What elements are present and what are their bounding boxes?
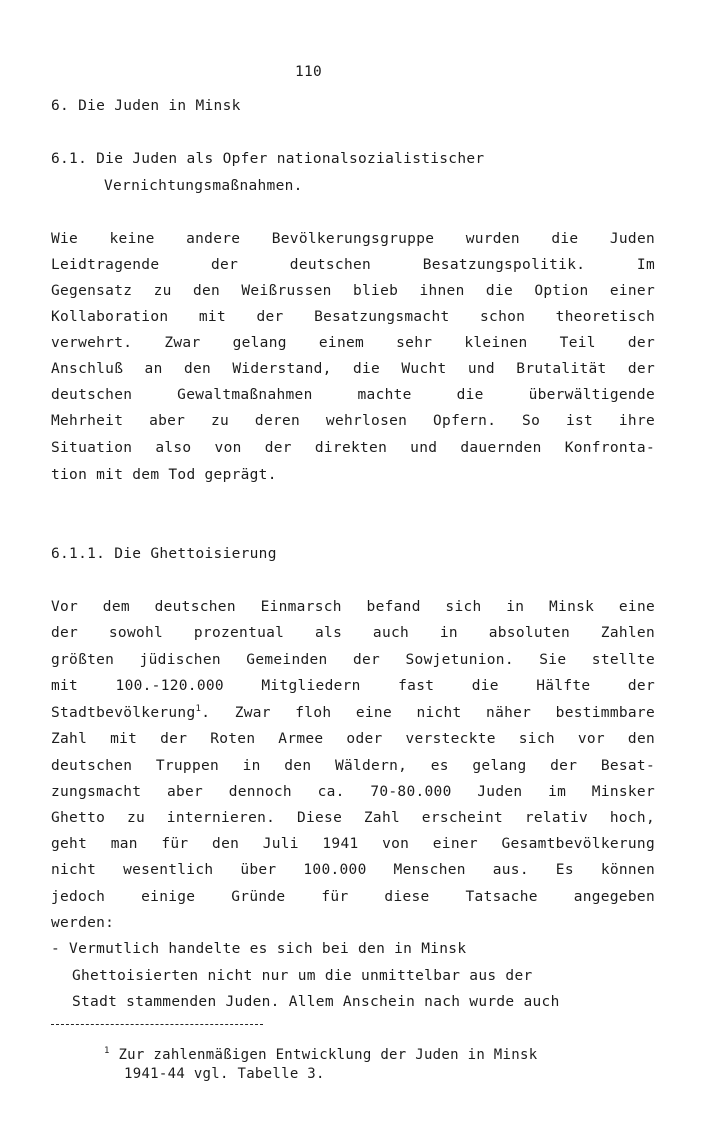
paragraph-2-line: Ghetto zu internieren. Diese Zahl erscheint relativ hoch, (51, 810, 655, 826)
section-heading-line-2: Vernichtungsmaßnahmen. (104, 178, 303, 194)
footnote-separator (51, 1024, 263, 1025)
bullet-item-line-2: Ghettoisierten nicht nur um die unmittelbar aus der (72, 968, 533, 984)
bullet-item-line-1: - Vermutlich handelte es sich bei den in Minsk (51, 941, 467, 957)
paragraph-1-line: verwehrt. Zwar gelang einem sehr kleinen Teil der (51, 335, 655, 351)
paragraph-2-line: werden: (51, 915, 115, 931)
chapter-heading: 6. Die Juden in Minsk (51, 98, 241, 114)
footnote-line-2: 1941-44 vgl. Tabelle 3. (124, 1066, 325, 1082)
paragraph-1-line: deutschen Gewaltmaßnahmen machte die überwältigende (51, 387, 655, 403)
paragraph-2-line: Zahl mit der Roten Armee oder versteckte sich vor den (51, 731, 655, 747)
paragraph-2-line: Vor dem deutschen Einmarsch befand sich in Minsk eine (51, 599, 655, 615)
paragraph-2-line: geht man für den Juli 1941 von einer Gesamtbevölkerung (51, 836, 655, 852)
paragraph-2-line: der sowohl prozentual als auch in absoluten Zahlen (51, 625, 655, 641)
footnote-line-1 (104, 1046, 537, 1064)
bullet-item-line-3: Stadt stammenden Juden. Allem Anschein nach wurde auch (72, 994, 560, 1010)
paragraph-2-line: jedoch einige Gründe für diese Tatsache angegeben (51, 889, 655, 905)
paragraph-1-line: Wie keine andere Bevölkerungsgruppe wurden die Juden (51, 231, 655, 247)
footnote-text: Zur zahlenmäßigen Entwicklung der Juden in Minsk (118, 1047, 538, 1063)
paragraph-2-line: größten jüdischen Gemeinden der Sowjetunion. Sie stellte (51, 652, 655, 668)
paragraph-1-line: tion mit dem Tod geprägt. (51, 467, 277, 483)
paragraph-1-line: Situation also von der direkten und dauernden Konfronta- (51, 440, 655, 456)
paragraph-2-text: Stadtbevölkerung (51, 705, 196, 721)
paragraph-1-line: Kollaboration mit der Besatzungsmacht schon theoretisch (51, 309, 655, 325)
paragraph-2-line-with-footnote-ref (51, 704, 655, 722)
subsection-heading: 6.1.1. Die Ghettoisierung (51, 546, 277, 562)
paragraph-2-line: deutschen Truppen in den Wäldern, es gelang der Besat- (51, 758, 655, 774)
paragraph-2-line: zungsmacht aber dennoch ca. 70-80.000 Juden im Minsker (51, 784, 655, 800)
page-number: 110 (295, 64, 323, 80)
paragraph-2-line: nicht wesentlich über 100.000 Menschen aus. Es können (51, 862, 655, 878)
section-heading-line-1: 6.1. Die Juden als Opfer nationalsozialistischer (51, 151, 485, 167)
footnote-reference: 1 (195, 704, 202, 714)
paragraph-1-line: Gegensatz zu den Weißrussen blieb ihnen die Option einer (51, 283, 655, 299)
paragraph-1-line: Mehrheit aber zu deren wehrlosen Opfern. So ist ihre (51, 413, 655, 429)
paragraph-2-line: mit 100.-120.000 Mitgliedern fast die Hälfte der (51, 678, 655, 694)
footnote-marker: 1 (104, 1046, 110, 1056)
paragraph-2-text: . Zwar floh eine nicht näher bestimmbare (201, 705, 655, 721)
paragraph-1-line: Leidtragende der deutschen Besatzungspolitik. Im (51, 257, 655, 273)
paragraph-1-line: Anschluß an den Widerstand, die Wucht und Brutalität der (51, 361, 655, 377)
